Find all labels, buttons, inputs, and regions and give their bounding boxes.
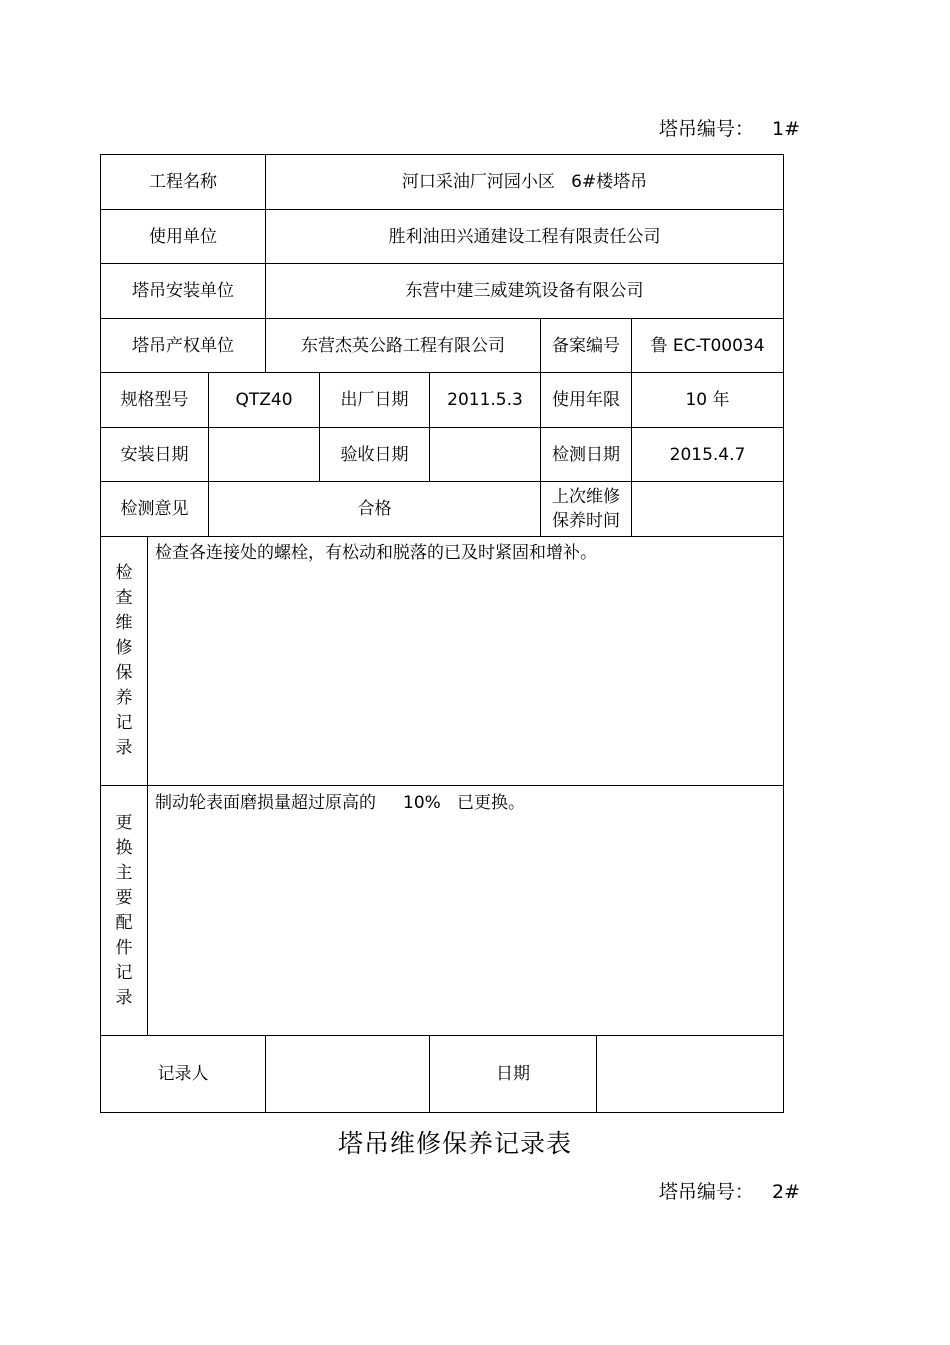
date-label: 日期	[496, 1064, 530, 1084]
inspection-opinion-label: 检测意见	[120, 499, 189, 519]
last-maintenance-label: 上次维修 保养时间	[552, 487, 620, 531]
install-unit-value: 东营中建三威建筑设备有限公司	[405, 281, 644, 301]
inspection-date-value: 2015.4.7	[669, 444, 746, 465]
crane-number-value: 1#	[771, 118, 800, 140]
user-unit-value: 胜利油田兴通建设工程有限责任公司	[388, 226, 661, 247]
date-value	[597, 1036, 783, 1112]
owner-unit-label: 塔吊产权单位	[132, 335, 234, 356]
next-crane-number-header	[659, 1177, 800, 1204]
factory-date-label: 出厂日期	[340, 390, 409, 410]
next-crane-number-label: 塔吊编号：	[658, 1181, 754, 1203]
service-life-label: 使用年限	[552, 390, 620, 410]
service-life-value: 10 年	[685, 390, 730, 410]
recorder-label: 记录人	[157, 1064, 209, 1084]
factory-date-value: 2011.5.3	[447, 390, 523, 410]
crane-number-header	[659, 114, 800, 141]
project-name-value: 河口采油厂河园小区 6#楼塔吊	[401, 172, 648, 192]
next-form-title: 塔吊维修保养记录表	[337, 1129, 572, 1158]
model-label: 规格型号	[120, 390, 189, 410]
maintenance-record-text: 检查各连接处的螺栓，有松动和脱落的已及时紧固和增补。	[155, 543, 597, 563]
record-number-label: 备案编号	[552, 335, 620, 356]
last-maintenance-value	[632, 482, 783, 536]
record-number-value: 鲁 EC-T00034	[650, 335, 765, 356]
inspection-opinion-value: 合格	[357, 499, 392, 519]
model-value: QTZ40	[235, 390, 293, 410]
recorder-value	[266, 1036, 429, 1112]
crane-number-label: 塔吊编号：	[658, 118, 754, 140]
acceptance-date-value	[430, 428, 540, 481]
acceptance-date-label: 验收日期	[340, 444, 409, 465]
project-name-label: 工程名称	[149, 172, 217, 192]
maintenance-record-label: 检 查 维 修 保 养 记 录	[115, 563, 133, 758]
install-unit-label: 塔吊安装单位	[132, 281, 234, 301]
parts-replacement-text: 制动轮表面磨损量超过原高的 10% 已更换。	[155, 793, 526, 813]
install-date-label: 安装日期	[120, 444, 189, 465]
user-unit-label: 使用单位	[149, 226, 217, 247]
inspection-date-label: 检测日期	[552, 444, 620, 465]
parts-replacement-label: 更 换 主 要 配 件 记 录	[115, 813, 133, 1008]
install-date-value	[209, 428, 319, 481]
next-crane-number-value: 2#	[771, 1181, 800, 1203]
owner-unit-value: 东营杰英公路工程有限公司	[301, 335, 505, 356]
